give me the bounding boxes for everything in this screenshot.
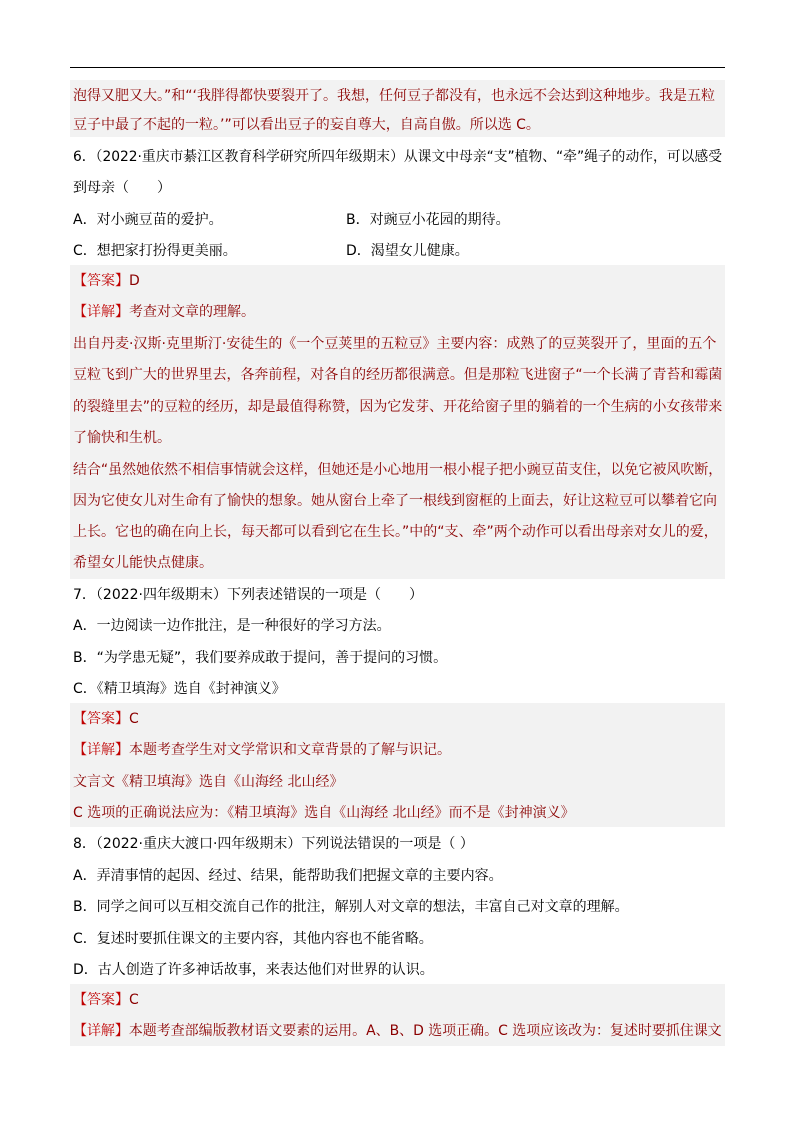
q6-detail-line: 出自丹麦·汉斯·克里斯汀·安徒生的《一个豆荚里的五粒豆》主要内容：成熟了的豆荚裂开了，里面的五个 xyxy=(73,336,717,352)
q7-detail-tag: 【详解】 xyxy=(73,742,129,758)
q6-detail-line: 希望女儿能快点健康。 xyxy=(73,555,213,571)
q6-detail-first xyxy=(73,302,255,322)
q7-detail-line: C 选项的正确说法应为：《精卫填海》选自《山海经 北山经》而不是《封神演义》 xyxy=(73,805,575,821)
q8-option-c: C．复述时要抓住课文的主要内容，其他内容也不能省略。 xyxy=(73,931,433,947)
q7-option-a: A．一边阅读一边作批注，是一种很好的学习方法。 xyxy=(73,618,391,634)
q6-stem-line-2: 到母亲（ ） xyxy=(73,180,171,196)
q7-detail-text: 本题考查学生对文学常识和文章背景的了解与识记。 xyxy=(129,742,451,758)
q8-answer xyxy=(73,990,139,1010)
q8-option-d: D．古人创造了许多神话故事，来表达他们对世界的认识。 xyxy=(73,962,434,978)
q8-option-b: B．同学之间可以互相交流自己作的批注，解别人对文章的想法，丰富自己对文章的理解。 xyxy=(73,899,629,915)
q6-option-a: A．对小豌豆苗的爱护。 xyxy=(73,212,223,228)
q6-detail-line: 了愉快和生机。 xyxy=(73,430,171,446)
q8-answer-tag: 【答案】 xyxy=(73,992,129,1008)
q6-detail-line: 上长。它也的确在向上长，每天都可以看到它在生长。”中的“支、牵”两个动作可以看出母亲对女儿的爱， xyxy=(73,524,718,540)
q6-detail-tag: 【详解】 xyxy=(73,304,129,320)
q6-detail-line: 因为它使女儿对生命有了愉快的想象。她从窗台上牵了一根线到窗框的上面去，好让这粒豆可以攀着它向 xyxy=(73,493,717,509)
q6-detail-line: 的裂缝里去”的豆粒的经历，却是最值得称赞，因为它发芽、开花给窗子里的躺着的一个生病的小女孩带来 xyxy=(73,399,723,415)
q6-option-b: B．对豌豆小花园的期待。 xyxy=(346,212,510,228)
q8-stem: 8．（2022·重庆大渡口·四年级期末）下列说法错误的一项是（ ） xyxy=(73,836,474,852)
q7-answer-tag: 【答案】 xyxy=(73,711,129,727)
q6-option-c: C．想把家打扮得更美丽。 xyxy=(73,243,237,259)
q7-answer-value: C xyxy=(129,711,139,727)
q6-answer-tag: 【答案】 xyxy=(73,273,129,289)
intro-line-2: 豆子中最了不起的一粒。’”可以看出豆子的妄自尊大，自高自傲。所以选 C。 xyxy=(73,117,540,133)
intro-line-1: 泡得又肥又大。”和“‘我胖得都快要裂开了。我想，任何豆子都没有，也永远不会达到这种地步。我是五粒 xyxy=(73,88,715,104)
q8-detail-first xyxy=(73,1021,722,1041)
q8-option-a: A．弄清事情的起因、经过、结果，能帮助我们把握文章的主要内容。 xyxy=(73,868,503,884)
q8-answer-value: C xyxy=(129,992,139,1008)
q7-answer xyxy=(73,709,139,729)
header-rule xyxy=(70,67,725,68)
q6-detail-line: 豆粒飞到广大的世界里去，各奔前程，对各自的经历都很满意。但是那粒飞进窗子“一个长满了青苔和霉菌 xyxy=(73,367,723,383)
q6-detail-line: 结合“虽然她依然不相信事情就会这样，但她还是小心地用一根小棍子把小豌豆苗支住，以免它被风吹断， xyxy=(73,462,723,478)
q7-option-b: B．“为学患无疑”，我们要养成敢于提问，善于提问的习惯。 xyxy=(73,650,448,666)
q6-option-d: D．渴望女儿健康。 xyxy=(346,243,469,259)
q7-detail-line: 文言文《精卫填海》选自《山海经 北山经》 xyxy=(73,774,344,790)
q6-answer-value: D xyxy=(129,273,140,289)
q8-detail-text: 本题考查部编版教材语文要素的运用。A、B、D 选项正确。C 选项应该改为：复述时要抓住课文 xyxy=(128,1023,722,1039)
q7-stem: 7．（2022·四年级期末）下列表述错误的一项是（ ） xyxy=(73,587,423,603)
q6-answer xyxy=(73,271,140,291)
q6-stem-line-1: 6．（2022·重庆市綦江区教育科学研究所四年级期末）从课文中母亲“支”植物、“牵”绳子的动作，可以感受 xyxy=(73,149,722,165)
q8-detail-tag: 【详解】 xyxy=(73,1023,129,1039)
q7-option-c: C．《精卫填海》选自《封神演义》 xyxy=(73,681,286,697)
q6-detail-text: 考查对文章的理解。 xyxy=(129,304,255,320)
q7-detail-first xyxy=(73,740,451,760)
